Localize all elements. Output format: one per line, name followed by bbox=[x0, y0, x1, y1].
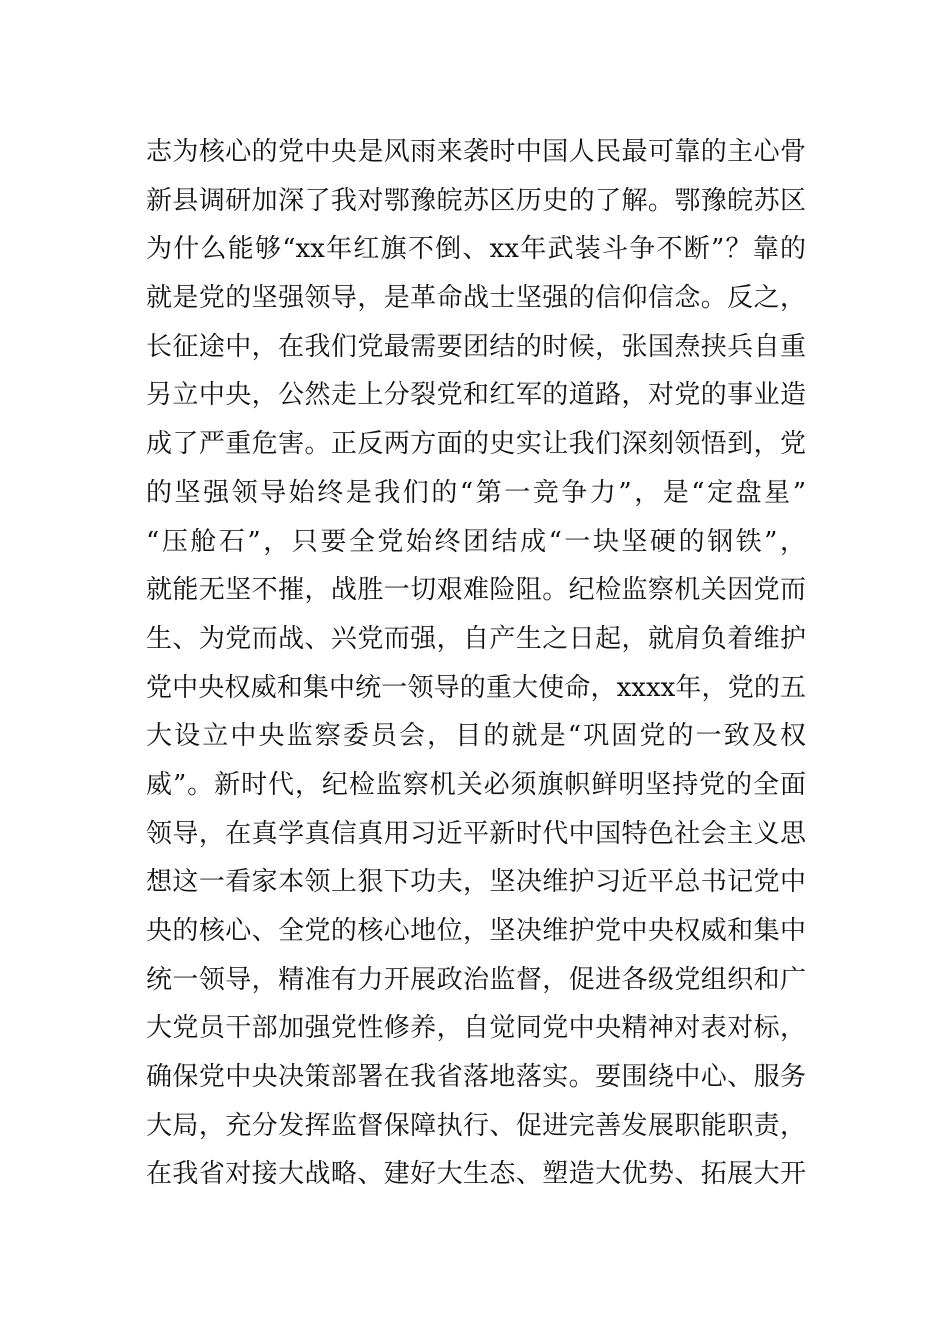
text-line: 在我省对接大战略、建好大生态、塑造大优势、拓展大开 bbox=[146, 1159, 806, 1190]
text-line: 生、为党而战、兴党而强，自产生之日起，就肩负着维护 bbox=[146, 623, 806, 654]
text-line: “压舱石”，只要全党始终团结成“一块坚硬的钢铁”， bbox=[146, 526, 806, 557]
text-line: 确保党中央决策部署在我省落地落实。要围绕中心、服务 bbox=[146, 1062, 806, 1093]
text-line: 央的核心、全党的核心地位，坚决维护党中央权威和集中 bbox=[146, 916, 806, 946]
text-line: 就是党的坚强领导，是革命战士坚强的信仰信念。反之， bbox=[146, 283, 806, 314]
text-line: 志为核心的党中央是风雨来袭时中国人民最可靠的主心骨 bbox=[146, 137, 806, 167]
text-line: 长征途中，在我们党最需要团结的时候，张国焘挟兵自重 bbox=[146, 331, 806, 362]
text-line: 党中央权威和集中统一领导的重大使命，xxxx年，党的五 bbox=[146, 672, 806, 703]
text-line: 大设立中央监察委员会，目的就是“巩固党的一致及权 bbox=[146, 721, 806, 752]
text-line: 就能无坚不摧，战胜一切艰难险阻。纪检监察机关因党而 bbox=[146, 575, 806, 606]
text-line: 为什么能够“xx年红旗不倒、xx年武装斗争不断”？靠的 bbox=[146, 234, 806, 265]
text-line: 大党员干部加强党性修养，自觉同党中央精神对表对标， bbox=[146, 1013, 806, 1044]
body-text bbox=[146, 128, 806, 1199]
text-line: 成了严重危害。正反两方面的史实让我们深刻领悟到，党 bbox=[146, 429, 806, 460]
text-line: 新县调研加深了我对鄂豫皖苏区历史的了解。鄂豫皖苏区 bbox=[146, 185, 806, 216]
text-line: 想这一看家本领上狠下功夫，坚决维护习近平总书记党中 bbox=[146, 867, 806, 898]
text-line: 大局，充分发挥监督保障执行、促进完善发展职能职责， bbox=[146, 1110, 806, 1141]
text-line: 的坚强领导始终是我们的“第一竞争力”，是“定盘星” bbox=[146, 477, 806, 508]
text-line: 统一领导，精准有力开展政治监督，促进各级党组织和广 bbox=[146, 964, 806, 995]
text-line: 另立中央，公然走上分裂党和红军的道路，对党的事业造 bbox=[146, 380, 806, 411]
text-line: 威”。新时代，纪检监察机关必须旗帜鲜明坚持党的全面 bbox=[146, 769, 806, 800]
text-line: 领导，在真学真信真用习近平新时代中国特色社会主义思 bbox=[146, 818, 806, 849]
